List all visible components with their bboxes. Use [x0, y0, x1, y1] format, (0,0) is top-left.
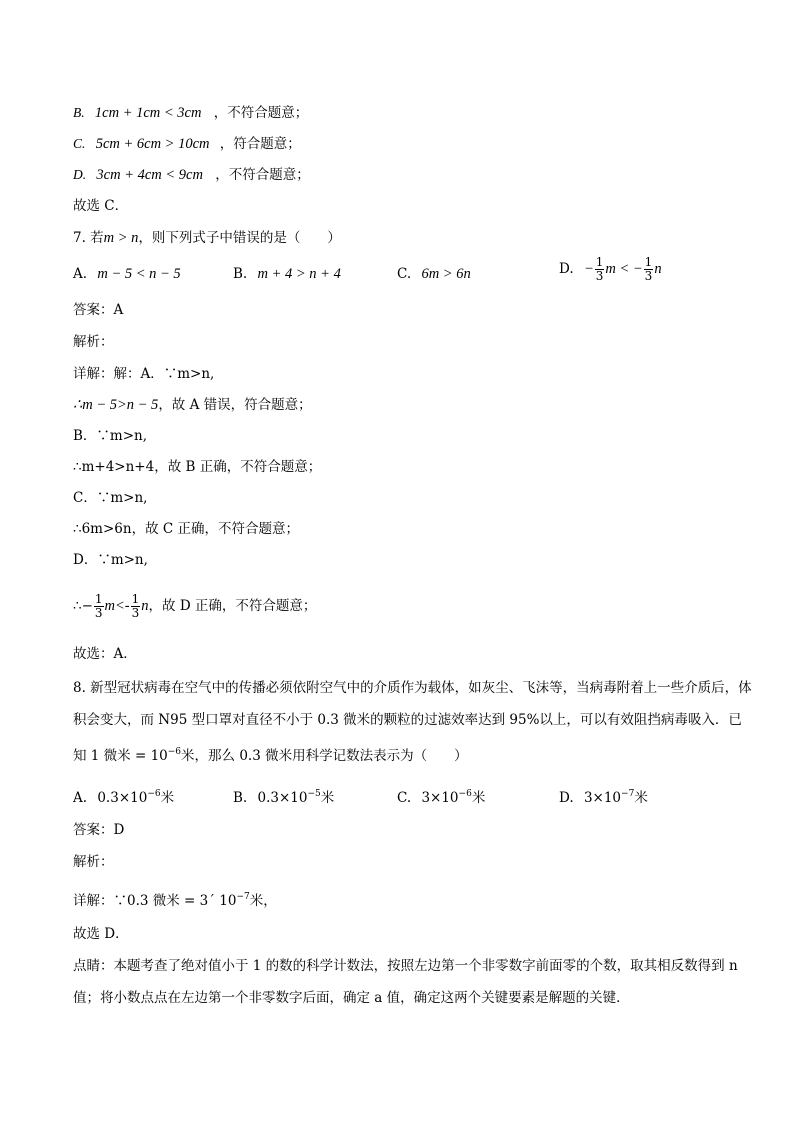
q7-option-d-tail: n: [654, 261, 662, 277]
q6-option-b-expr: 1cm + 1cm < 3cm: [94, 105, 202, 121]
q7-detail-2-note: ，故 A 错误，符合题意；: [158, 397, 312, 413]
q7-detail-8-frac1-num: 1: [94, 592, 103, 606]
q7-detail-8-prefix: ∴−: [73, 598, 93, 614]
q7-option-d-frac2-num: 1: [644, 255, 653, 269]
q8-final: 故选 D．: [73, 926, 129, 942]
q7-detail-8-frac1-den: 3: [94, 606, 103, 620]
q7-option-c-label: C.: [397, 266, 412, 282]
q7-detail-8-frac2-den: 3: [131, 606, 140, 620]
q7-detail-8-frac1: [94, 593, 104, 620]
q7-option-d-frac2-den: 3: [644, 269, 653, 283]
q7-stem: [73, 228, 754, 248]
q8-stem: [73, 672, 753, 772]
q7-detail-1: 详解：解：A．∵m>n,: [73, 366, 215, 382]
q8-option-b-unit: 米: [320, 790, 335, 806]
q8-option-a-exp: −6: [147, 789, 161, 799]
q7-detail-6: ∴6m>6n，故 C 正确，不符合题意；: [73, 521, 299, 537]
q7-option-a-expr: m − 5 < n − 5: [97, 266, 181, 282]
q6-option-c-note: ，符合题意；: [219, 136, 301, 152]
q7-answer: 答案：A: [73, 302, 124, 318]
q6-option-d-expr: 3cm + 4cm < 9cm: [96, 167, 203, 183]
q8-detail-unit: 米，: [249, 893, 277, 909]
q8-option-d: [559, 784, 648, 808]
q6-option-c-expr: 5cm + 6cm > 10cm: [95, 136, 210, 152]
q8-option-b-base: 0.3×10: [257, 790, 308, 806]
q7-detail-8-frac2-num: 1: [131, 592, 140, 606]
q7-option-d-frac1: [595, 256, 605, 283]
q8-option-c-unit: 米: [471, 790, 486, 806]
q7-option-d-frac1-den: 3: [595, 269, 604, 283]
q7-detail-8-mid: m<-: [104, 598, 130, 614]
q8-option-b-exp: −5: [307, 789, 321, 799]
q7-detail-4: ∴m+4>n+4，故 B 正确，不符合题意；: [73, 459, 322, 475]
q8-option-a-base: 0.3×10: [97, 790, 148, 806]
q8-option-d-base: 3×10: [583, 790, 622, 806]
q8-option-a-unit: 米: [160, 790, 175, 806]
q7-option-d-mid: m < −: [605, 261, 643, 277]
q6-option-b-label: B.: [73, 105, 85, 120]
q6-option-d-note: ，不符合题意；: [215, 167, 310, 183]
q6-option-b-note: ，不符合题意；: [213, 105, 309, 121]
q8-option-d-label: D.: [559, 790, 574, 806]
q6-option-b: [73, 103, 754, 123]
q7-option-b: [233, 264, 341, 284]
q8-option-c: [397, 784, 485, 808]
q6-option-c-label: C.: [73, 136, 86, 151]
q7-stem-suffix: ，则下列式子中错误的是（ ）: [138, 230, 341, 246]
q7-option-d-neg: −: [583, 261, 594, 277]
q8-option-b: [233, 784, 334, 808]
q8-option-c-base: 3×10: [421, 790, 459, 806]
q8-answer: 答案：D: [73, 822, 125, 838]
q6-option-d: [73, 165, 754, 185]
q7-stem-cond: m > n: [103, 230, 139, 246]
q7-detail-8-note: ，故 D 正确，不符合题意；: [148, 598, 317, 614]
q7-option-d-frac2: [644, 256, 654, 283]
q8-detail-exp: −7: [236, 892, 250, 902]
q6-answer: 故选 C．: [73, 198, 129, 214]
q7-analysis: 解析：: [73, 334, 114, 350]
q8-option-a: [73, 784, 174, 808]
q8-option-b-label: B.: [233, 790, 248, 806]
q8-analysis: 解析：: [73, 854, 114, 870]
q7-option-b-label: B.: [233, 266, 248, 282]
q7-detail-7: D．∵m>n,: [73, 552, 148, 568]
q7-detail-2-expr: ∴m − 5>n − 5: [73, 397, 159, 413]
q8-stem-tail: 米，那么 0.3 微米用科学记数法表示为（ ）: [181, 748, 468, 764]
q8-detail-prefix: 详解：∵0.3 微米 = 3´ 10: [73, 893, 237, 909]
q7-option-d-frac1-num: 1: [595, 255, 604, 269]
q8-comment: 点睛：本题考查了绝对值小于 1 的数的科学计数法，按照左边第一个非零数字前面零的个数，取其相反数得到 n 值；将小数点点在左边第一个非零数字后面，确定 a 值，确定这两个关键要素是解题的关键．: [73, 958, 738, 1006]
q7-option-b-expr: m + 4 > n + 4: [257, 266, 341, 282]
q7-option-d: [559, 256, 662, 283]
q7-detail-8: [73, 592, 754, 620]
q6-option-c: [73, 134, 754, 154]
q8-option-a-label: A.: [73, 790, 88, 806]
q8-detail: [73, 887, 754, 911]
q7-option-c: [397, 264, 471, 284]
q7-detail-3: B．∵m>n,: [73, 428, 148, 444]
q8-option-d-unit: 米: [634, 790, 648, 806]
q7-stem-prefix: 7. 若: [73, 230, 104, 246]
q7-detail-2: [73, 395, 754, 415]
q7-detail-8-frac2: [131, 593, 141, 620]
q8-stem-text: 8. 新型冠状病毒在空气中的传播必须依附空气中的介质作为载体，如灰尘、飞沫等，当病毒附着上一些介质后，体积会变大，而 N95 型口罩对直径不小于 0.3 微米的颗粒的过滤效率达到 95%以上，可以有效阻挡病毒吸入．已知 1 微米 = 10: [73, 680, 752, 764]
q7-detail-5: C．∵m>n,: [73, 490, 148, 506]
q7-option-a-label: A.: [73, 266, 88, 282]
q7-final: 故选：A．: [73, 646, 137, 662]
q8-option-c-label: C.: [397, 790, 412, 806]
q6-option-d-label: D.: [73, 167, 87, 182]
q7-detail-8-tail: n: [141, 598, 149, 614]
q7-option-a: [73, 264, 181, 284]
q8-option-d-exp: −7: [621, 789, 635, 799]
q7-option-d-label: D.: [559, 261, 574, 277]
q8-option-c-exp: −6: [458, 789, 472, 799]
q7-option-c-expr: 6m > 6n: [421, 266, 471, 282]
q8-stem-exp: −6: [167, 747, 182, 757]
